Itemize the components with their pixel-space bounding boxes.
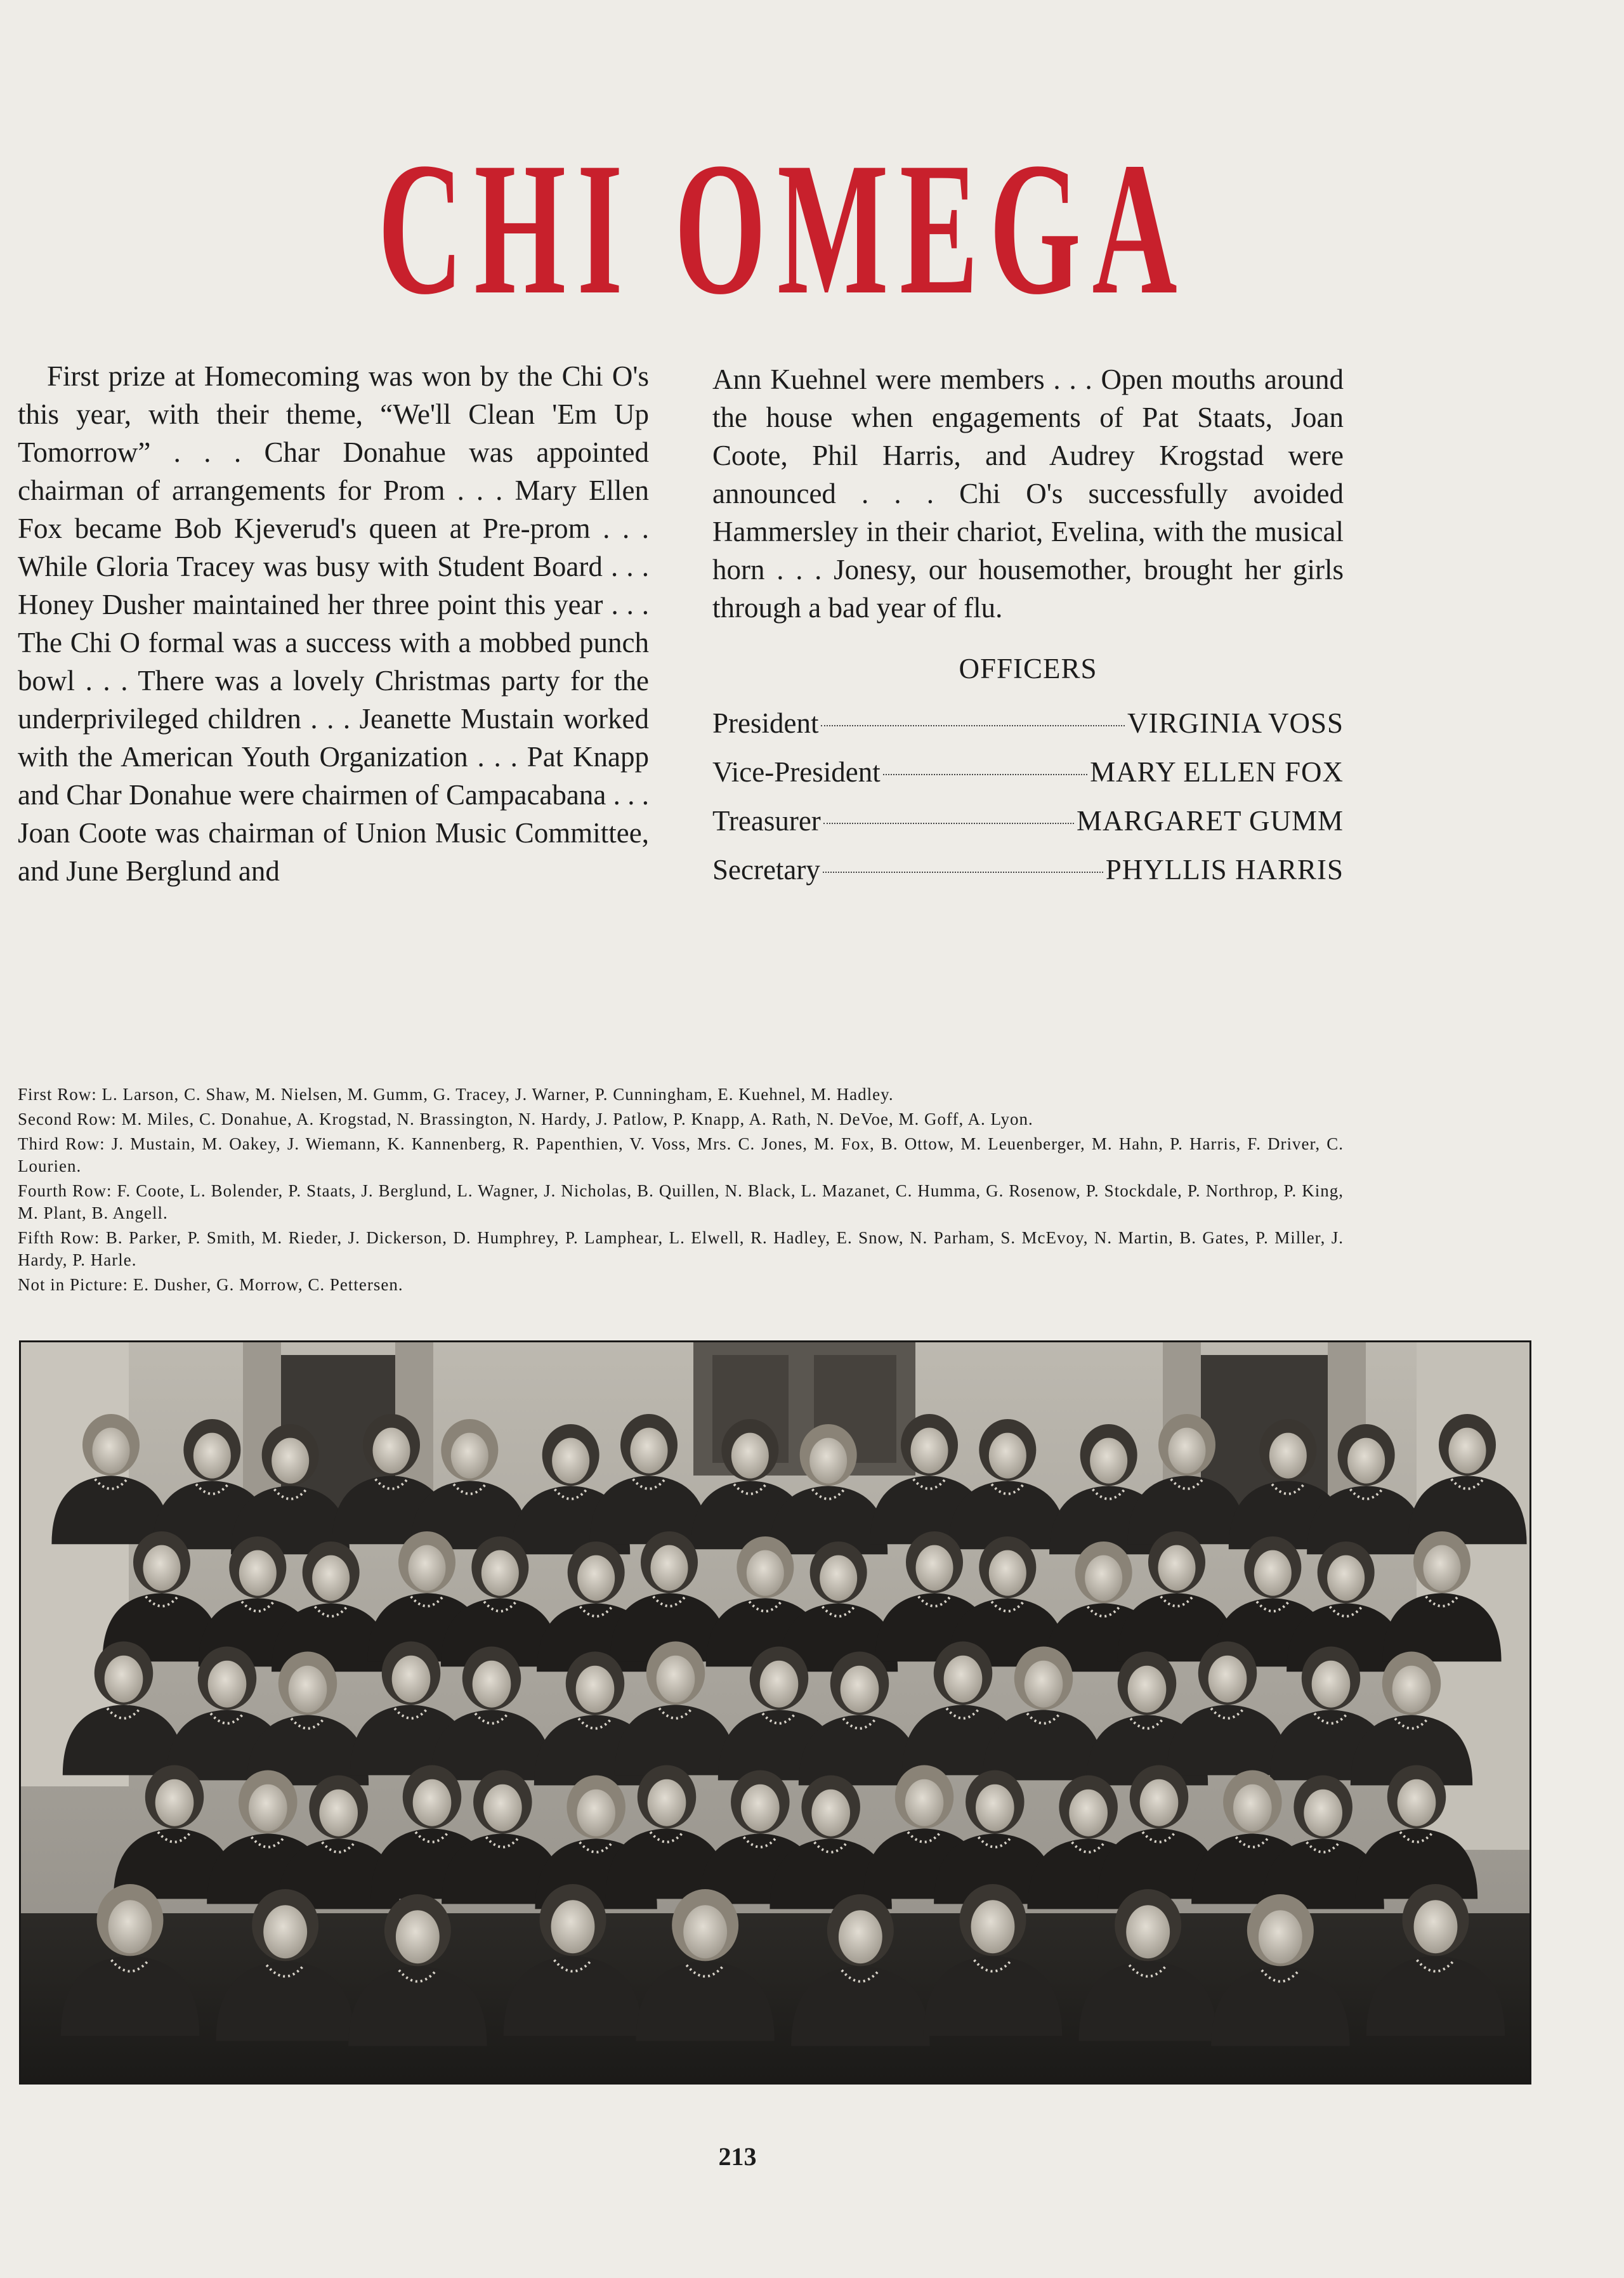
officer-role: Secretary xyxy=(712,854,820,886)
caption-row-names: E. Dusher, G. Morrow, C. Pettersen. xyxy=(133,1275,403,1294)
dotted-leader xyxy=(823,872,1103,873)
officer-name: MARY ELLEN FOX xyxy=(1090,756,1344,788)
figure-face xyxy=(396,1910,440,1963)
figure-face xyxy=(1025,1661,1063,1708)
figure-face xyxy=(989,1433,1026,1479)
figure-face xyxy=(1158,1545,1195,1591)
group-photo xyxy=(19,1340,1531,2085)
figure-face xyxy=(1312,1661,1351,1708)
officer-role: President xyxy=(712,707,819,739)
figure-face xyxy=(193,1433,231,1479)
figure-face xyxy=(577,1555,615,1601)
caption-row-names: F. Coote, L. Bolender, P. Staats, J. Berglund, L. Wagner, J. Nicholas, B. Quillen, N. Black, L. Mazanet, C. Humma, G. Rosenow, P. Stockdale, P. Northrop, P. King, M. Plant, B. Angell. xyxy=(18,1181,1344,1222)
figure-face xyxy=(576,1666,615,1713)
figure-face xyxy=(413,1779,452,1826)
figure-face xyxy=(481,1550,519,1596)
caption-row-label: First Row: xyxy=(18,1085,97,1104)
figure-face xyxy=(1126,1905,1170,1958)
figure-face xyxy=(1327,1555,1365,1601)
figure-face xyxy=(683,1905,727,1958)
figure-face xyxy=(105,1656,143,1703)
caption-row-label: Second Row: xyxy=(18,1110,117,1129)
dotted-leader xyxy=(883,774,1087,775)
figure-face xyxy=(392,1656,431,1703)
caption-row xyxy=(18,1083,1344,1106)
caption-row xyxy=(18,1274,1344,1296)
figure-face xyxy=(1392,1666,1431,1713)
dotted-leader xyxy=(821,725,1125,726)
figure-face xyxy=(208,1661,247,1708)
caption-row xyxy=(18,1108,1344,1130)
officer-role: Treasurer xyxy=(712,805,821,837)
officer-role: Vice-President xyxy=(712,756,881,788)
officers-heading: OFFICERS xyxy=(959,653,1097,684)
figure-face xyxy=(577,1790,615,1836)
figure-face xyxy=(811,1790,850,1836)
officers-list xyxy=(712,704,1344,900)
figure-face xyxy=(741,1784,780,1831)
body-text-right: Ann Kuehnel were members . . . Open mouths around the house when engagements of Pat Staats, Joan Coote, Phil Harris, and Audrey Krogstad were announced . . . Chi O's successfully avoided Hammersley in their chariot, Evelina, with the musical horn . . . Jonesy, our housemother, brought her girls through a bad year of flu. xyxy=(712,363,1344,624)
figure-face xyxy=(760,1661,799,1708)
body-column-left xyxy=(18,357,649,890)
figure-face xyxy=(92,1428,129,1474)
figure-face xyxy=(249,1784,287,1831)
figure-face xyxy=(1254,1550,1292,1596)
figure-face xyxy=(905,1779,944,1826)
figure-face xyxy=(1398,1779,1436,1826)
figure-face xyxy=(372,1428,410,1474)
figure-face xyxy=(289,1666,327,1713)
figure-face xyxy=(657,1656,695,1703)
dotted-leader xyxy=(823,823,1074,824)
figure-face xyxy=(915,1545,953,1591)
figure-face xyxy=(1085,1555,1122,1601)
figure-face xyxy=(839,1910,882,1963)
photo-caption xyxy=(18,1083,1344,1299)
figure-face xyxy=(841,1666,879,1713)
caption-row xyxy=(18,1227,1344,1271)
figure-face xyxy=(648,1779,686,1826)
page-title: CHI OMEGA xyxy=(377,123,1189,334)
figure-face xyxy=(747,1550,784,1596)
caption-row-label: Not in Picture: xyxy=(18,1275,128,1294)
caption-row xyxy=(18,1133,1344,1177)
figure-face xyxy=(1423,1545,1460,1591)
figure-face xyxy=(1414,1900,1458,1953)
body-text-left: First prize at Homecoming was won by the Chi O's this year, with their theme, “We'll Clean 'Em Up Tomorrow” . . . Char Donahue was appointed chairman of arrangements for Prom . . . Mary Ellen Fox became Bob Kjeverud's queen at Pre-prom . . . While Gloria Tracey was busy with Student Board . . . Honey Dusher maintained her three point this year . . . The Chi O formal was a success with a mobbed punch bowl . . . There was a lovely Christmas party for the underprivileged children . . . Jeanette Mustain worked with the American Youth Organization . . . Pat Knapp and Char Donahue were chairmen of Campacabana . . . Joan Coote was chairman of Union Music Committee, and June Berglund and xyxy=(18,360,649,887)
body-column-right xyxy=(712,360,1344,627)
figure-face xyxy=(552,1438,589,1484)
caption-row-label: Third Row: xyxy=(18,1134,105,1153)
figure-face xyxy=(272,1438,309,1484)
figure-face xyxy=(1304,1790,1342,1836)
figure-face xyxy=(239,1550,277,1596)
figure-face xyxy=(1168,1428,1205,1474)
figure-face xyxy=(1140,1779,1179,1826)
officer-row-secretary xyxy=(712,851,1344,900)
officer-name: MARGARET GUMM xyxy=(1077,805,1344,837)
officer-row-president xyxy=(712,704,1344,753)
figure-face xyxy=(319,1790,358,1836)
caption-row-label: Fourth Row: xyxy=(18,1181,112,1200)
figure-face xyxy=(473,1661,511,1708)
caption-row xyxy=(18,1180,1344,1224)
figure-face xyxy=(650,1545,688,1591)
officer-name: PHYLLIS HARRIS xyxy=(1105,854,1344,886)
figure-face xyxy=(483,1784,522,1831)
figure-face xyxy=(408,1545,445,1591)
figure-face xyxy=(1347,1438,1385,1484)
figure-face xyxy=(1128,1666,1167,1713)
caption-row-label: Fifth Row: xyxy=(18,1228,100,1247)
figure-face xyxy=(1448,1428,1486,1474)
figure-face xyxy=(976,1784,1014,1831)
figure-face xyxy=(1208,1656,1247,1703)
group-photo-image xyxy=(21,1342,1529,2083)
figure-face xyxy=(809,1438,847,1484)
figure-face xyxy=(630,1428,667,1474)
figure-face xyxy=(263,1905,307,1958)
figure-face xyxy=(155,1779,194,1826)
figure-face xyxy=(910,1428,948,1474)
figure-face xyxy=(108,1900,152,1953)
figure-face xyxy=(944,1656,983,1703)
figure-face xyxy=(312,1555,350,1601)
figure-face xyxy=(731,1433,769,1479)
caption-row-names: B. Parker, P. Smith, M. Rieder, J. Dickerson, D. Humphrey, P. Lamphear, L. Elwell, R. Hadley, E. Snow, N. Parham, S. McEvoy, N. Martin, B. Gates, P. Miller, J. Hardy, P. Harle. xyxy=(18,1228,1344,1269)
figure-face xyxy=(1069,1790,1108,1836)
figure-face xyxy=(1269,1433,1307,1479)
page-number: 213 xyxy=(718,2142,757,2171)
officer-name: VIRGINIA VOSS xyxy=(1127,707,1344,739)
figure-face xyxy=(1233,1784,1272,1831)
figure-face xyxy=(451,1433,488,1479)
figure-face xyxy=(551,1900,595,1953)
figure-face xyxy=(989,1550,1026,1596)
officer-row-treasurer xyxy=(712,802,1344,851)
caption-row-names: L. Larson, C. Shaw, M. Nielsen, M. Gumm, G. Tracey, J. Warner, P. Cunningham, E. Kuehnel, M. Hadley. xyxy=(102,1085,894,1104)
figure-face xyxy=(971,1900,1015,1953)
officer-row-vice-president xyxy=(712,753,1344,802)
caption-row-names: J. Mustain, M. Oakey, J. Wiemann, K. Kannenberg, R. Papenthien, V. Voss, Mrs. C. Jones, M. Fox, B. Ottow, M. Leuenberger, M. Hahn, P. Harris, F. Driver, C. Lourien. xyxy=(18,1134,1344,1175)
figure-face xyxy=(1090,1438,1127,1484)
caption-row-names: M. Miles, C. Donahue, A. Krogstad, N. Brassington, N. Hardy, J. Patlow, P. Knapp, A. Rath, N. DeVoe, M. Goff, A. Lyon. xyxy=(121,1110,1033,1129)
figure-face xyxy=(820,1555,857,1601)
figure-face xyxy=(143,1545,180,1591)
figure-face xyxy=(1259,1910,1302,1963)
